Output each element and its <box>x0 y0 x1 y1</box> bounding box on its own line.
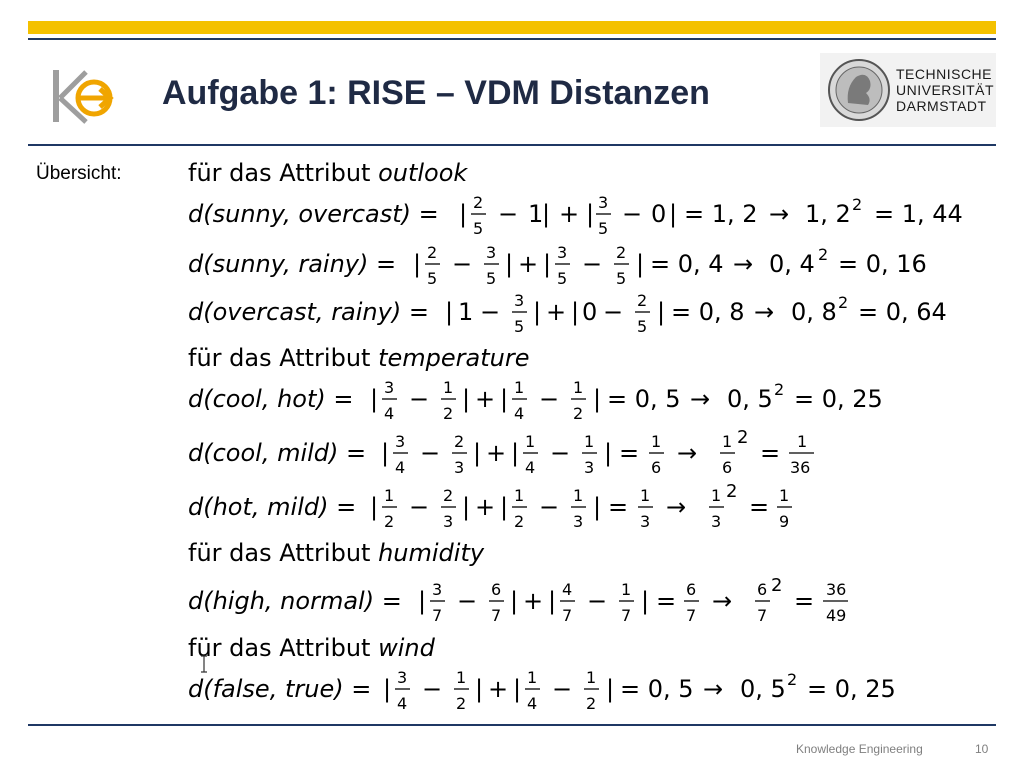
minus-sign: − <box>422 675 443 703</box>
eq7-left: d(high, normal) = <box>188 587 402 615</box>
exponent: 2 <box>838 293 849 312</box>
eq8-final: = 0, 25 <box>807 675 896 703</box>
equals-sign: = <box>749 493 770 521</box>
equals-sign: = <box>619 439 640 467</box>
text-cursor-icon <box>200 655 208 673</box>
abs-bar: | <box>413 250 422 278</box>
frac-den: 2 <box>443 404 454 423</box>
abs-bar: | <box>636 250 645 278</box>
frac-num: 36 <box>826 580 847 599</box>
value: 1 <box>458 298 474 326</box>
plus-sign: + <box>518 250 539 278</box>
minus-sign: − <box>498 200 519 228</box>
frac-den: 5 <box>427 269 438 288</box>
overview-label: Übersicht: <box>36 163 122 184</box>
frac-den: 2 <box>573 404 584 423</box>
abs-bar: | <box>418 587 427 615</box>
frac-num: 4 <box>562 580 573 599</box>
eq6-left: d(hot, mild) = <box>188 493 357 521</box>
value: 1 <box>528 200 544 228</box>
frac-num: 1 <box>797 432 808 451</box>
attribute-line-humidity: für das Attribut humidity <box>188 539 485 567</box>
frac-num: 1 <box>711 486 722 505</box>
eq1-final: = 1, 44 <box>874 200 963 228</box>
footer-rule <box>28 724 996 726</box>
frac-den: 4 <box>525 458 536 477</box>
eq1-result: = 1, 2 <box>684 200 758 228</box>
minus-sign: − <box>587 587 608 615</box>
frac-num: 3 <box>395 432 406 451</box>
frac-den: 3 <box>711 512 722 531</box>
abs-bar: | <box>604 439 613 467</box>
frac-num: 6 <box>757 580 768 599</box>
frac-den: 36 <box>790 458 811 477</box>
minus-sign: − <box>550 439 571 467</box>
minus-sign: − <box>622 200 643 228</box>
plus-sign: + <box>475 385 496 413</box>
arrow-icon: → <box>712 587 733 615</box>
eq8-result: = 0, 5 <box>620 675 694 703</box>
eq2-result: = 0, 4 <box>650 250 724 278</box>
abs-bar: | <box>445 298 454 326</box>
frac-num: 1 <box>621 580 632 599</box>
minus-sign: − <box>420 439 441 467</box>
abs-bar: | <box>475 675 484 703</box>
abs-bar: | <box>459 200 468 228</box>
eq5-left: d(cool, mild) = <box>188 439 367 467</box>
frac-den: 6 <box>722 458 733 477</box>
eq1-left: d(sunny, overcast) = <box>188 200 439 228</box>
abs-bar: | <box>500 385 509 413</box>
frac-den: 5 <box>514 317 525 336</box>
slide-title: Aufgabe 1: RISE – VDM Distanzen <box>162 74 710 112</box>
frac-den: 4 <box>397 694 408 713</box>
frac-den: 7 <box>621 606 632 625</box>
plus-sign: + <box>559 200 580 228</box>
equals-sign: = <box>794 587 815 615</box>
frac-num: 3 <box>432 580 443 599</box>
frac-num: 3 <box>384 378 395 397</box>
arrow-icon: → <box>690 385 711 413</box>
abs-bar: | <box>593 493 602 521</box>
exponent: 2 <box>737 427 749 448</box>
plus-sign: + <box>488 675 509 703</box>
plus-sign: + <box>486 439 507 467</box>
frac-den: 2 <box>456 694 467 713</box>
equals-sign: = <box>760 439 781 467</box>
frac-den: 5 <box>557 269 568 288</box>
frac-den: 4 <box>514 404 525 423</box>
frac-den: 5 <box>637 317 648 336</box>
frac-num: 1 <box>514 378 525 397</box>
plus-sign: + <box>546 298 567 326</box>
minus-sign: − <box>409 493 430 521</box>
exponent: 2 <box>774 380 785 399</box>
eq1-squared-base: 1, 2 <box>805 200 851 228</box>
frac-num: 3 <box>598 193 609 212</box>
eq4-result: = 0, 5 <box>607 385 681 413</box>
frac-num: 1 <box>722 432 733 451</box>
frac-num: 2 <box>473 193 484 212</box>
abs-bar: | <box>500 493 509 521</box>
frac-num: 1 <box>584 432 595 451</box>
abs-bar: | <box>510 587 519 615</box>
eq8-left: d(false, true) = <box>188 675 372 703</box>
value: 0 <box>651 200 667 228</box>
frac-num: 1 <box>525 432 536 451</box>
abs-bar: | <box>548 587 557 615</box>
arrow-icon: → <box>733 250 754 278</box>
frac-num: 1 <box>586 668 597 687</box>
minus-sign: − <box>539 385 560 413</box>
minus-sign: − <box>552 675 573 703</box>
frac-den: 3 <box>573 512 584 531</box>
abs-bar: | <box>513 675 522 703</box>
frac-num: 6 <box>686 580 697 599</box>
abs-bar: | <box>542 200 551 228</box>
frac-den: 7 <box>432 606 443 625</box>
equals-sign: = <box>656 587 677 615</box>
frac-num: 1 <box>514 486 525 505</box>
abs-bar: | <box>511 439 520 467</box>
frac-den: 3 <box>584 458 595 477</box>
attribute-line-temperature: für das Attribut temperature <box>188 344 530 372</box>
value: 0 <box>582 298 598 326</box>
frac-den: 6 <box>651 458 662 477</box>
frac-num: 1 <box>456 668 467 687</box>
minus-sign: − <box>539 493 560 521</box>
eq3-squared-base: 0, 8 <box>791 298 837 326</box>
exponent: 2 <box>726 481 738 502</box>
attribute-line-outlook: für das Attribut outlook <box>188 159 468 187</box>
attribute-line-wind: für das Attribut wind <box>188 634 435 662</box>
arrow-icon: → <box>666 493 687 521</box>
eq2-left: d(sunny, rainy) = <box>188 250 397 278</box>
minus-sign: − <box>457 587 478 615</box>
arrow-icon: → <box>677 439 698 467</box>
footer-course-label: Knowledge Engineering <box>796 742 923 756</box>
eq3-final: = 0, 64 <box>858 298 947 326</box>
frac-den: 5 <box>486 269 497 288</box>
frac-den: 3 <box>640 512 651 531</box>
abs-bar: | <box>383 675 392 703</box>
frac-num: 3 <box>557 243 568 262</box>
frac-den: 7 <box>562 606 573 625</box>
frac-num: 1 <box>384 486 395 505</box>
abs-bar: | <box>669 200 678 228</box>
frac-den: 5 <box>598 219 609 238</box>
frac-den: 4 <box>527 694 538 713</box>
minus-sign: − <box>582 250 603 278</box>
frac-den: 2 <box>384 512 395 531</box>
frac-num: 1 <box>640 486 651 505</box>
frac-den: 5 <box>473 219 484 238</box>
minus-sign: − <box>480 298 501 326</box>
frac-num: 3 <box>514 291 525 310</box>
abs-bar: | <box>370 385 379 413</box>
frac-num: 2 <box>427 243 438 262</box>
frac-num: 3 <box>397 668 408 687</box>
arrow-icon: → <box>754 298 775 326</box>
eq3-result: = 0, 8 <box>671 298 745 326</box>
exponent: 2 <box>787 670 798 689</box>
frac-den: 2 <box>514 512 525 531</box>
frac-num: 6 <box>491 580 502 599</box>
eq2-squared-base: 0, 4 <box>769 250 815 278</box>
abs-bar: | <box>473 439 482 467</box>
abs-bar: | <box>462 493 471 521</box>
abs-bar: | <box>543 250 552 278</box>
minus-sign: − <box>452 250 473 278</box>
frac-den: 3 <box>454 458 465 477</box>
abs-bar: | <box>586 200 595 228</box>
abs-bar: | <box>657 298 666 326</box>
exponent: 2 <box>818 245 829 264</box>
frac-den: 4 <box>384 404 395 423</box>
page-number: 10 <box>975 742 989 756</box>
plus-sign: + <box>523 587 544 615</box>
frac-den: 49 <box>826 606 847 625</box>
frac-den: 7 <box>757 606 768 625</box>
exponent: 2 <box>852 195 863 214</box>
arrow-icon: → <box>703 675 724 703</box>
frac-num: 1 <box>779 486 790 505</box>
frac-num: 2 <box>616 243 627 262</box>
eq2-final: = 0, 16 <box>838 250 927 278</box>
eq4-squared-base: 0, 5 <box>727 385 773 413</box>
frac-num: 1 <box>573 486 584 505</box>
eq3-left: d(overcast, rainy) = <box>188 298 429 326</box>
plus-sign: + <box>475 493 496 521</box>
abs-bar: | <box>641 587 650 615</box>
frac-num: 2 <box>637 291 648 310</box>
abs-bar: | <box>571 298 580 326</box>
minus-sign: − <box>603 298 624 326</box>
frac-num: 3 <box>486 243 497 262</box>
frac-num: 1 <box>443 378 454 397</box>
frac-num: 1 <box>651 432 662 451</box>
frac-den: 2 <box>586 694 597 713</box>
frac-den: 3 <box>443 512 454 531</box>
frac-den: 4 <box>395 458 406 477</box>
eq4-final: = 0, 25 <box>794 385 883 413</box>
abs-bar: | <box>462 385 471 413</box>
abs-bar: | <box>505 250 514 278</box>
frac-num: 2 <box>443 486 454 505</box>
frac-den: 7 <box>491 606 502 625</box>
frac-num: 2 <box>454 432 465 451</box>
frac-den: 5 <box>616 269 627 288</box>
frac-den: 9 <box>779 512 790 531</box>
exponent: 2 <box>771 575 783 596</box>
tu-line-3: DARMSTADT <box>896 98 987 114</box>
tu-line-1: TECHNISCHE <box>896 66 993 82</box>
frac-num: 1 <box>527 668 538 687</box>
abs-bar: | <box>381 439 390 467</box>
abs-bar: | <box>370 493 379 521</box>
tu-line-2: UNIVERSITÄT <box>896 82 995 98</box>
frac-num: 1 <box>573 378 584 397</box>
eq8-squared-base: 0, 5 <box>740 675 786 703</box>
abs-bar: | <box>533 298 542 326</box>
frac-den: 7 <box>686 606 697 625</box>
equals-sign: = <box>608 493 629 521</box>
eq4-left: d(cool, hot) = <box>188 385 354 413</box>
arrow-icon: → <box>769 200 790 228</box>
abs-bar: | <box>606 675 615 703</box>
abs-bar: | <box>593 385 602 413</box>
minus-sign: − <box>409 385 430 413</box>
